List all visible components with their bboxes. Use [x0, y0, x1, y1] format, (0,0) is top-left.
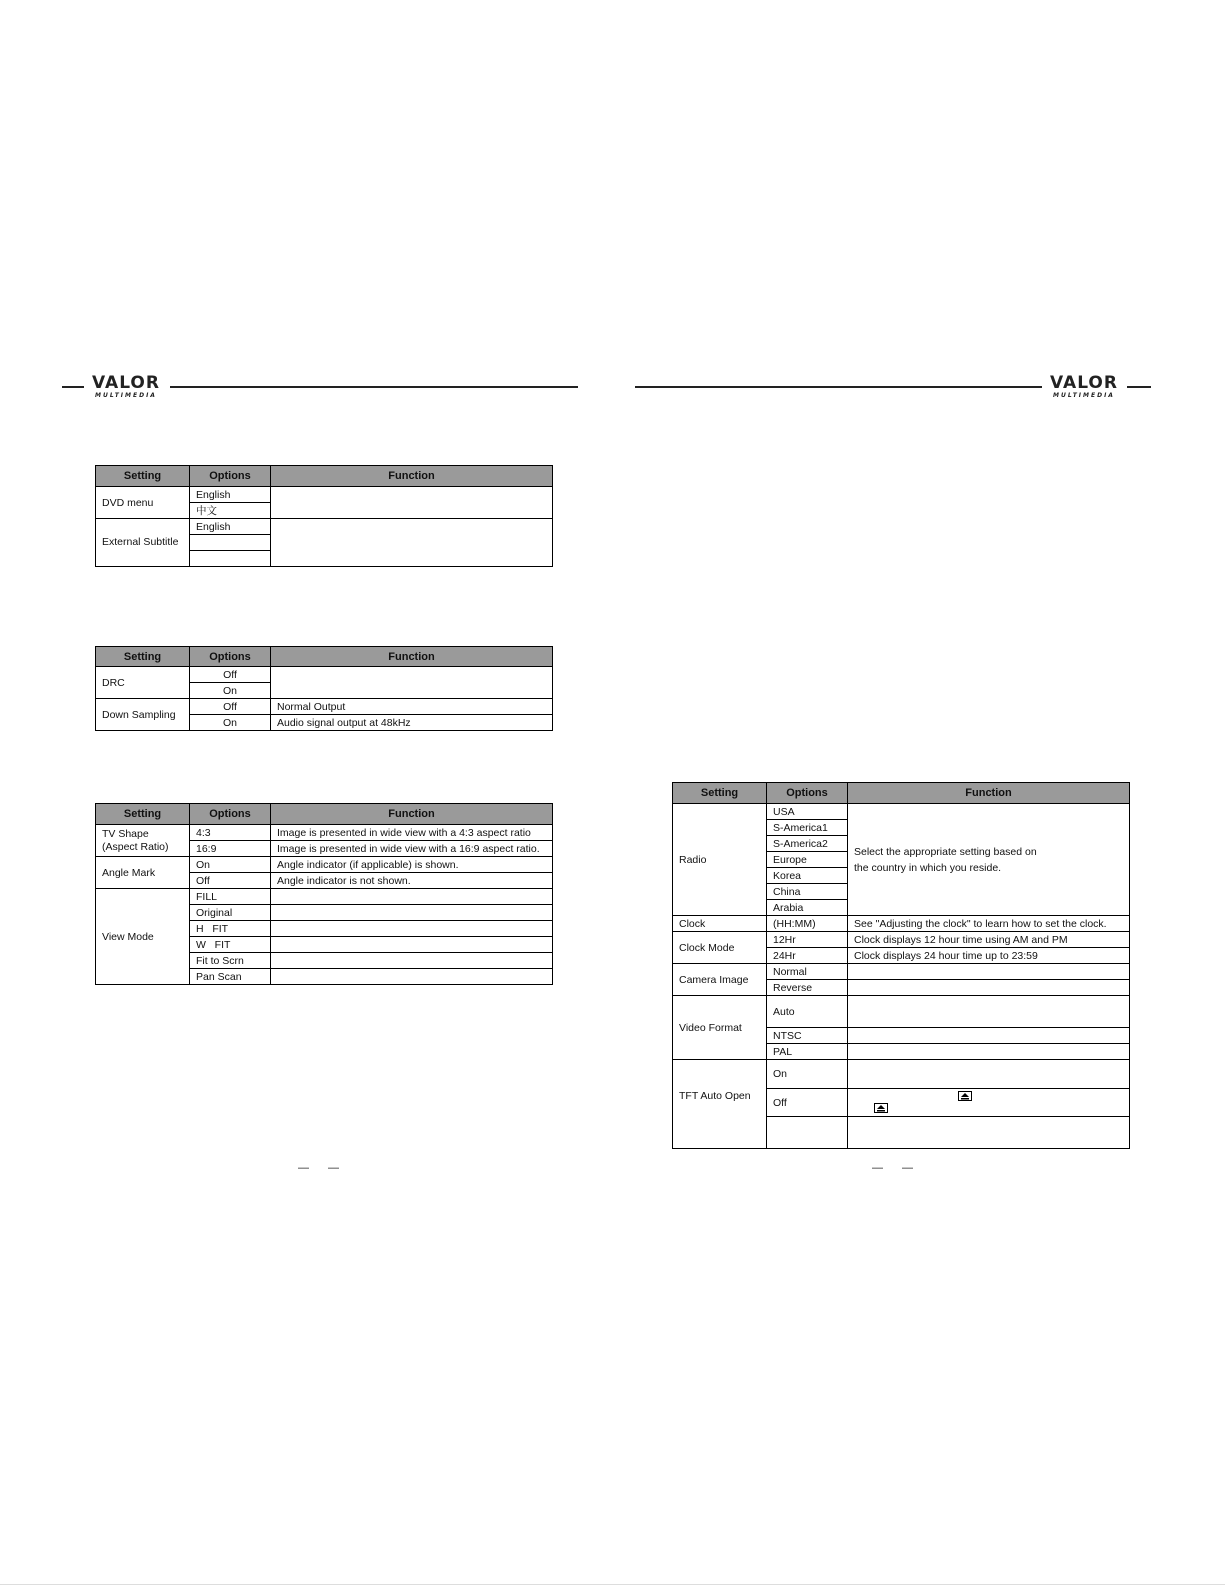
setting-down-sampling: Down Sampling — [96, 699, 190, 731]
function-cell-eject — [848, 1089, 1130, 1117]
language-settings-table — [95, 465, 553, 567]
option-cell: On — [190, 683, 271, 699]
option-cell: H FIT — [190, 921, 271, 937]
function-cell — [271, 667, 553, 699]
option-cell: 4:3 — [190, 825, 271, 841]
function-cell — [271, 969, 553, 985]
table-header-row — [96, 647, 553, 667]
option-cell: Arabia — [767, 900, 848, 916]
setting-video-format: Video Format — [673, 996, 767, 1060]
radio-function-line1: Select the appropriate setting based on — [854, 845, 1037, 858]
eject-icon — [958, 1091, 972, 1101]
audio-settings-table — [95, 646, 553, 731]
option-cell: 24Hr — [767, 948, 848, 964]
right-header-rule-short — [1127, 386, 1151, 388]
function-cell: Image is presented in wide view with a 16:9 aspect ratio. — [271, 841, 553, 857]
function-cell — [848, 980, 1130, 996]
header-function: Function — [271, 804, 553, 825]
option-cell: China — [767, 884, 848, 900]
brand-tagline: MULTIMEDIA — [1053, 392, 1115, 399]
header-setting: Setting — [96, 804, 190, 825]
video-settings-table — [95, 803, 553, 985]
header-options: Options — [190, 804, 271, 825]
setting-view-mode: View Mode — [96, 889, 190, 985]
header-setting: Setting — [96, 466, 190, 487]
function-cell: Clock displays 12 hour time using AM and PM — [848, 932, 1130, 948]
function-cell: Audio signal output at 48kHz — [271, 715, 553, 731]
system-settings-table — [672, 782, 1130, 1149]
option-cell: English — [190, 519, 271, 535]
option-cell: NTSC — [767, 1028, 848, 1044]
header-options: Options — [767, 783, 848, 804]
table-row — [96, 667, 553, 683]
table-header-row — [96, 466, 553, 487]
function-cell — [848, 1060, 1130, 1089]
option-cell: Europe — [767, 852, 848, 868]
option-cell: Original — [190, 905, 271, 921]
table-row — [96, 857, 553, 873]
function-cell: Clock displays 24 hour time up to 23:59 — [848, 948, 1130, 964]
brand-name: VALOR — [1050, 373, 1118, 393]
setting-clock: Clock — [673, 916, 767, 932]
function-cell-radio — [848, 804, 1130, 916]
function-cell: Angle indicator (if applicable) is shown. — [271, 857, 553, 873]
eject-icon — [874, 1103, 888, 1113]
left-brand-logo — [88, 374, 164, 399]
table-row — [96, 889, 553, 905]
option-cell: English — [190, 487, 271, 503]
header-function: Function — [271, 466, 553, 487]
option-cell: On — [190, 715, 271, 731]
setting-dvd-menu: DVD menu — [96, 487, 190, 519]
function-cell — [271, 921, 553, 937]
brand-tagline: MULTIMEDIA — [95, 392, 157, 399]
option-cell: USA — [767, 804, 848, 820]
option-cell: Normal — [767, 964, 848, 980]
setting-drc: DRC — [96, 667, 190, 699]
option-cell: 16:9 — [190, 841, 271, 857]
brand-name: VALOR — [92, 373, 160, 393]
table-row — [673, 932, 1130, 948]
option-cell: S-America1 — [767, 820, 848, 836]
right-page-number-mark: — — — [872, 1162, 922, 1174]
setting-radio: Radio — [673, 804, 767, 916]
function-cell: Image is presented in wide view with a 4:3 aspect ratio — [271, 825, 553, 841]
function-cell — [848, 1044, 1130, 1060]
option-cell: PAL — [767, 1044, 848, 1060]
header-setting: Setting — [96, 647, 190, 667]
option-cell: 12Hr — [767, 932, 848, 948]
function-cell — [271, 953, 553, 969]
table-header-row — [96, 804, 553, 825]
function-cell: Angle indicator is not shown. — [271, 873, 553, 889]
option-cell — [190, 535, 271, 551]
option-cell — [190, 551, 271, 567]
table-row — [96, 699, 553, 715]
radio-function-line2: the country in which you reside. — [854, 861, 1002, 874]
table-row — [673, 916, 1130, 932]
function-cell: See "Adjusting the clock" to learn how to set the clock. — [848, 916, 1130, 932]
option-cell — [767, 1117, 848, 1149]
function-cell — [271, 487, 553, 519]
left-page-number-mark: — — — [298, 1162, 348, 1174]
table-row — [673, 996, 1130, 1028]
header-setting: Setting — [673, 783, 767, 804]
option-cell: 中文 — [190, 503, 271, 519]
header-function: Function — [848, 783, 1130, 804]
header-options: Options — [190, 466, 271, 487]
table-row — [96, 825, 553, 841]
option-cell: On — [767, 1060, 848, 1089]
function-cell — [848, 1117, 1130, 1149]
option-cell: Off — [767, 1089, 848, 1117]
option-cell: On — [190, 857, 271, 873]
setting-external-subtitle: External Subtitle — [96, 519, 190, 567]
option-cell: Korea — [767, 868, 848, 884]
table-row — [673, 804, 1130, 820]
option-cell: Off — [190, 873, 271, 889]
table-row — [673, 964, 1130, 980]
option-cell: W FIT — [190, 937, 271, 953]
table-row — [96, 519, 553, 535]
setting-camera-image: Camera Image — [673, 964, 767, 996]
setting-tv-shape: TV Shape (Aspect Ratio) — [96, 825, 190, 857]
option-cell: S-America2 — [767, 836, 848, 852]
function-cell — [848, 964, 1130, 980]
header-function: Function — [271, 647, 553, 667]
table-header-row — [673, 783, 1130, 804]
function-cell — [848, 1028, 1130, 1044]
function-cell — [271, 905, 553, 921]
option-cell: Reverse — [767, 980, 848, 996]
option-cell: FILL — [190, 889, 271, 905]
function-cell — [271, 937, 553, 953]
function-cell — [848, 996, 1130, 1028]
option-cell: Pan Scan — [190, 969, 271, 985]
option-cell: Fit to Scrn — [190, 953, 271, 969]
header-options: Options — [190, 647, 271, 667]
option-cell: Off — [190, 667, 271, 683]
right-brand-logo — [1046, 374, 1122, 399]
setting-clock-mode: Clock Mode — [673, 932, 767, 964]
setting-angle-mark: Angle Mark — [96, 857, 190, 889]
option-cell: Auto — [767, 996, 848, 1028]
function-cell — [271, 889, 553, 905]
option-cell: Off — [190, 699, 271, 715]
left-header-rule-short — [62, 386, 84, 388]
option-cell: (HH:MM) — [767, 916, 848, 932]
table-row — [673, 1060, 1130, 1089]
right-header-rule-long — [635, 386, 1042, 388]
function-cell — [271, 519, 553, 567]
function-cell: Normal Output — [271, 699, 553, 715]
table-row — [96, 487, 553, 503]
setting-tft-auto-open: TFT Auto Open — [673, 1060, 767, 1149]
left-header-rule-long — [170, 386, 578, 388]
